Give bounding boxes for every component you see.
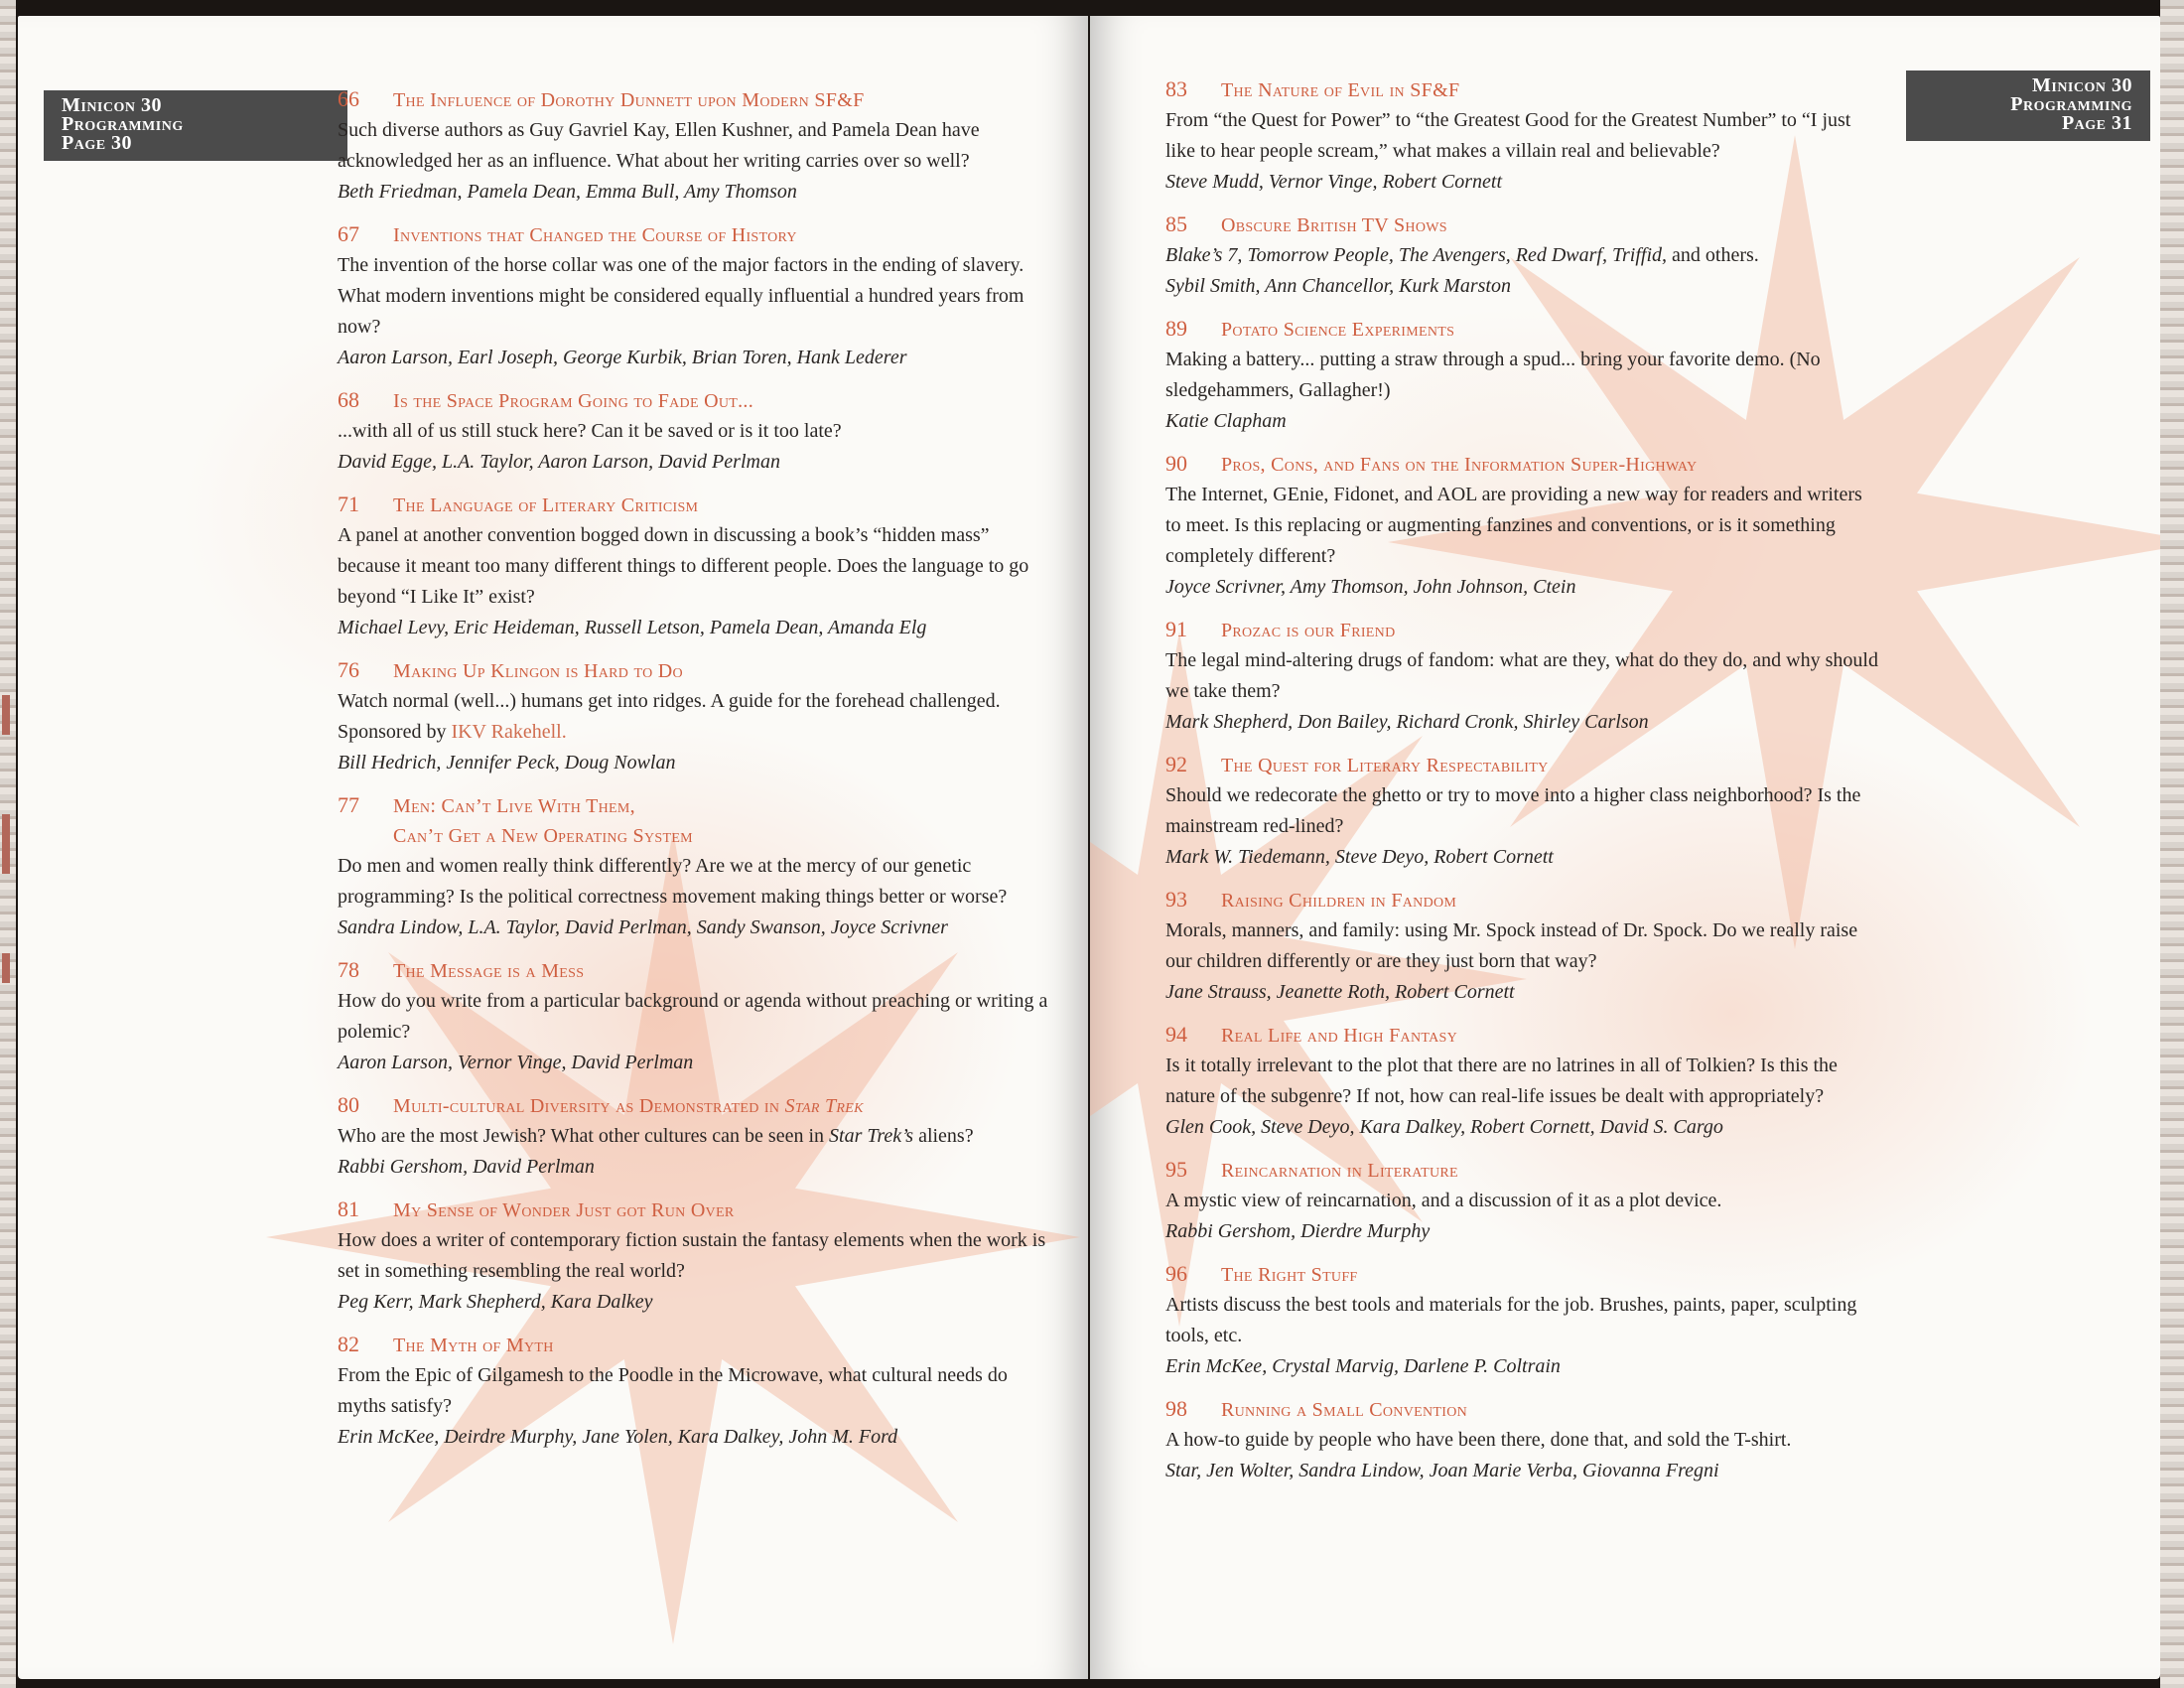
entry-title: Running a Small Convention: [1221, 1399, 1468, 1421]
entry-title: Reincarnation in Literature: [1221, 1160, 1458, 1182]
page-right: [1090, 16, 2160, 1679]
entry-description: How does a writer of contemporary fiction sustain the fantasy elements when the work is set in something resembling the real world?: [338, 1229, 1046, 1282]
entry-title: [393, 1091, 864, 1121]
entry-panelists: Aaron Larson, Vernor Vinge, David Perlman: [338, 1052, 694, 1073]
entry-number: 81: [338, 1196, 359, 1221]
entry-number: 93: [1165, 887, 1187, 912]
entry-number: 92: [1165, 752, 1187, 776]
program-entry: [338, 1331, 1052, 1452]
entry-description: The Internet, GEnie, Fidonet, and AOL are providing a new way for readers and writers to meet. Is this replacing or augmenting fanzines and conventions, or is it something completely different?: [1165, 484, 1862, 567]
program-entry: [338, 220, 1052, 372]
entry-title: Making Up Klingon is Hard to Do: [393, 660, 683, 682]
entry-title: Potato Science Experiments: [1221, 319, 1455, 341]
entry-panelists: Joyce Scrivner, Amy Thomson, John Johnson, Ctein: [1165, 576, 1576, 598]
entry-title: My Sense of Wonder Just got Run Over: [393, 1199, 735, 1221]
entry-panelists: Jane Strauss, Jeanette Roth, Robert Cornett: [1165, 981, 1515, 1003]
entry-title: Pros, Cons, and Fans on the Information Super-Highway: [1221, 454, 1698, 476]
program-entry: [1165, 75, 1880, 197]
program-entry: [1165, 1395, 1880, 1485]
entry-description: [338, 686, 1052, 748]
sponsor-name: IKV Rakehell.: [451, 721, 567, 743]
header-line-section: Programming: [62, 113, 184, 135]
entry-description: Should we redecorate the ghetto or try to move into a higher class neighborhood? Is the mainstream red-lined?: [1165, 784, 1861, 837]
edge-tab-mark: [2, 695, 10, 735]
entry-number: 68: [338, 387, 359, 412]
entry-description-italic: Star Trek’s: [829, 1125, 914, 1147]
entry-title: The Myth of Myth: [393, 1335, 554, 1356]
program-entry: [338, 386, 1052, 477]
entry-title: The Language of Literary Criticism: [393, 494, 699, 516]
entry-number: 82: [338, 1332, 359, 1356]
program-column-left: [338, 85, 1052, 1466]
entry-number: 89: [1165, 316, 1187, 341]
header-line-event: Minicon 30: [62, 94, 162, 116]
edge-tab-mark: [2, 953, 10, 983]
entry-panelists: Michael Levy, Eric Heideman, Russell Letson, Pamela Dean, Amanda Elg: [338, 617, 927, 638]
entry-panelists: Rabbi Gershom, Dierdre Murphy: [1165, 1220, 1431, 1242]
entry-title-italic: Star Trek: [784, 1095, 864, 1117]
header-line-page: Page 31: [2061, 112, 2132, 134]
program-entry: [1165, 315, 1880, 436]
entry-number: 96: [1165, 1261, 1187, 1286]
entry-title: [393, 791, 693, 851]
entry-description: [1165, 240, 1880, 271]
entry-title: The Message is a Mess: [393, 960, 585, 982]
entry-panelists: Rabbi Gershom, David Perlman: [338, 1156, 595, 1178]
program-entry: [338, 656, 1052, 777]
entry-description-italic: Blake’s 7, Tomorrow People, The Avengers, Red Dwarf, Triffid,: [1165, 244, 1668, 266]
entry-panelists: Erin McKee, Crystal Marvig, Darlene P. Coltrain: [1165, 1355, 1561, 1377]
entry-description: How do you write from a particular background or agenda without preaching or writing a polemic?: [338, 990, 1048, 1043]
program-entry: [1165, 450, 1880, 602]
program-entry: [338, 85, 1052, 207]
entry-title: Raising Children in Fandom: [1221, 890, 1457, 912]
entry-title-text: Multi-cultural Diversity as Demonstrated in: [393, 1095, 780, 1117]
entry-number: 98: [1165, 1396, 1187, 1421]
entry-number: 95: [1165, 1157, 1187, 1182]
entry-number: 85: [1165, 211, 1187, 236]
entry-number: 77: [338, 792, 359, 817]
entry-number: 67: [338, 221, 359, 246]
entry-title: The Nature of Evil in SF&F: [1221, 79, 1460, 101]
entry-title: The Quest for Literary Respectability: [1221, 755, 1549, 776]
program-entry: [1165, 616, 1880, 737]
program-entry: [338, 791, 1052, 942]
entry-description: [338, 1121, 1052, 1152]
entry-number: 94: [1165, 1022, 1187, 1047]
header-line-page: Page 30: [62, 132, 133, 154]
entry-description: Is it totally irrelevant to the plot that there are no latrines in all of Tolkien? Is this the nature of the subgenre? If not, how can real-life issues be dealt with appropriately?: [1165, 1055, 1838, 1107]
program-entry: [338, 1091, 1052, 1182]
entry-title-line2: Can’t Get a New Operating System: [393, 825, 693, 847]
entry-number: 90: [1165, 451, 1187, 476]
entry-title: Is the Space Program Going to Fade Out...: [393, 390, 754, 412]
entry-description-text: Who are the most Jewish? What other cultures can be seen in: [338, 1125, 825, 1147]
entry-description-end: aliens?: [918, 1125, 974, 1147]
entry-description: A panel at another convention bogged down in discussing a book’s “hidden mass” because it meant too many different things to different people. Does the language to go beyond “I Like It” exist?: [338, 524, 1029, 608]
entry-panelists: Sandra Lindow, L.A. Taylor, David Perlman, Sandy Swanson, Joyce Scrivner: [338, 916, 948, 938]
entry-panelists: Aaron Larson, Earl Joseph, George Kurbik, Brian Toren, Hank Lederer: [338, 347, 907, 368]
program-entry: [338, 1196, 1052, 1317]
entry-description: Artists discuss the best tools and materials for the job. Brushes, paints, paper, sculpting tools, etc.: [1165, 1294, 1857, 1346]
entry-description: The invention of the horse collar was one of the major factors in the ending of slavery. What modern inventions might be considered equally influential a hundred years from now?: [338, 254, 1024, 338]
entry-panelists: Star, Jen Wolter, Sandra Lindow, Joan Marie Verba, Giovanna Fregni: [1165, 1460, 1719, 1481]
entry-title: Real Life and High Fantasy: [1221, 1025, 1458, 1047]
entry-title: Prozac is our Friend: [1221, 620, 1396, 641]
program-entry: [1165, 886, 1880, 1007]
entry-title: The Influence of Dorothy Dunnett upon Modern SF&F: [393, 89, 865, 111]
entry-description: Making a battery... putting a straw through a spud... bring your favorite demo. (No sledgehammers, Gallagher!): [1165, 349, 1821, 401]
entry-number: 76: [338, 657, 359, 682]
entry-title: The Right Stuff: [1221, 1264, 1358, 1286]
page-header-badge: [44, 90, 347, 161]
entry-panelists: Glen Cook, Steve Deyo, Kara Dalkey, Robert Cornett, David S. Cargo: [1165, 1116, 1723, 1138]
entry-number: 66: [338, 86, 359, 111]
entry-title-line1: Men: Can’t Live With Them,: [393, 795, 635, 817]
entry-number: 83: [1165, 76, 1187, 101]
entry-description-end: and others.: [1672, 244, 1759, 266]
entry-panelists: Peg Kerr, Mark Shepherd, Kara Dalkey: [338, 1291, 653, 1313]
entry-panelists: Bill Hedrich, Jennifer Peck, Doug Nowlan: [338, 752, 676, 774]
page-edge-right: [2160, 0, 2184, 1688]
entry-title: Inventions that Changed the Course of History: [393, 224, 797, 246]
page-header-badge: [1906, 70, 2150, 141]
entry-description: The legal mind-altering drugs of fandom: what are they, what do they do, and why should we take them?: [1165, 649, 1878, 702]
program-column-right: [1165, 75, 1880, 1499]
entry-description: From “the Quest for Power” to “the Greatest Good for the Greatest Number” to “I just like to hear people scream,” what makes a villain real and believable?: [1165, 109, 1851, 162]
page-edge-left: [0, 0, 16, 1688]
entry-panelists: Sybil Smith, Ann Chancellor, Kurk Marston: [1165, 275, 1511, 297]
program-entry: [1165, 751, 1880, 872]
program-entry: [1165, 1021, 1880, 1142]
entry-description: Such diverse authors as Guy Gavriel Kay, Ellen Kushner, and Pamela Dean have acknowledged her as an influence. What about her writing carries over so well?: [338, 119, 980, 172]
entry-description: From the Epic of Gilgamesh to the Poodle in the Microwave, what cultural needs do myths satisfy?: [338, 1364, 1008, 1417]
program-entry: [338, 956, 1052, 1077]
header-line-section: Programming: [2010, 93, 2132, 115]
program-entry: [1165, 211, 1880, 301]
edge-tab-mark: [2, 814, 10, 874]
entry-number: 78: [338, 957, 359, 982]
entry-panelists: Beth Friedman, Pamela Dean, Emma Bull, Amy Thomson: [338, 181, 797, 203]
entry-number: 91: [1165, 617, 1187, 641]
program-entry: [1165, 1260, 1880, 1381]
entry-description: Morals, manners, and family: using Mr. Spock instead of Dr. Spock. Do we really raise our children differently or are they just born that way?: [1165, 919, 1858, 972]
header-line-event: Minicon 30: [2032, 74, 2132, 96]
entry-title: Obscure British TV Shows: [1221, 214, 1447, 236]
entry-description: A mystic view of reincarnation, and a discussion of it as a plot device.: [1165, 1190, 1722, 1211]
program-entry: [1165, 1156, 1880, 1246]
entry-number: 71: [338, 492, 359, 516]
entry-panelists: Mark W. Tiedemann, Steve Deyo, Robert Cornett: [1165, 846, 1554, 868]
entry-description-text: Watch normal (well...) humans get into ridges. A guide for the forehead challenged. Sponsored by: [338, 690, 1001, 743]
entry-panelists: Katie Clapham: [1165, 410, 1287, 432]
page-left: [18, 16, 1088, 1679]
entry-panelists: Steve Mudd, Vernor Vinge, Robert Cornett: [1165, 171, 1503, 193]
entry-description: A how-to guide by people who have been there, done that, and sold the T-shirt.: [1165, 1429, 1792, 1451]
entry-panelists: David Egge, L.A. Taylor, Aaron Larson, David Perlman: [338, 451, 780, 473]
entry-description: Do men and women really think differently? Are we at the mercy of our genetic programming? Is the political correctness movement making things better or worse?: [338, 855, 1008, 908]
program-entry: [338, 491, 1052, 642]
entry-panelists: Erin McKee, Deirdre Murphy, Jane Yolen, Kara Dalkey, John M. Ford: [338, 1426, 898, 1448]
entry-panelists: Mark Shepherd, Don Bailey, Richard Cronk, Shirley Carlson: [1165, 711, 1649, 733]
entry-description: ...with all of us still stuck here? Can it be saved or is it too late?: [338, 420, 842, 442]
entry-number: 80: [338, 1092, 359, 1117]
